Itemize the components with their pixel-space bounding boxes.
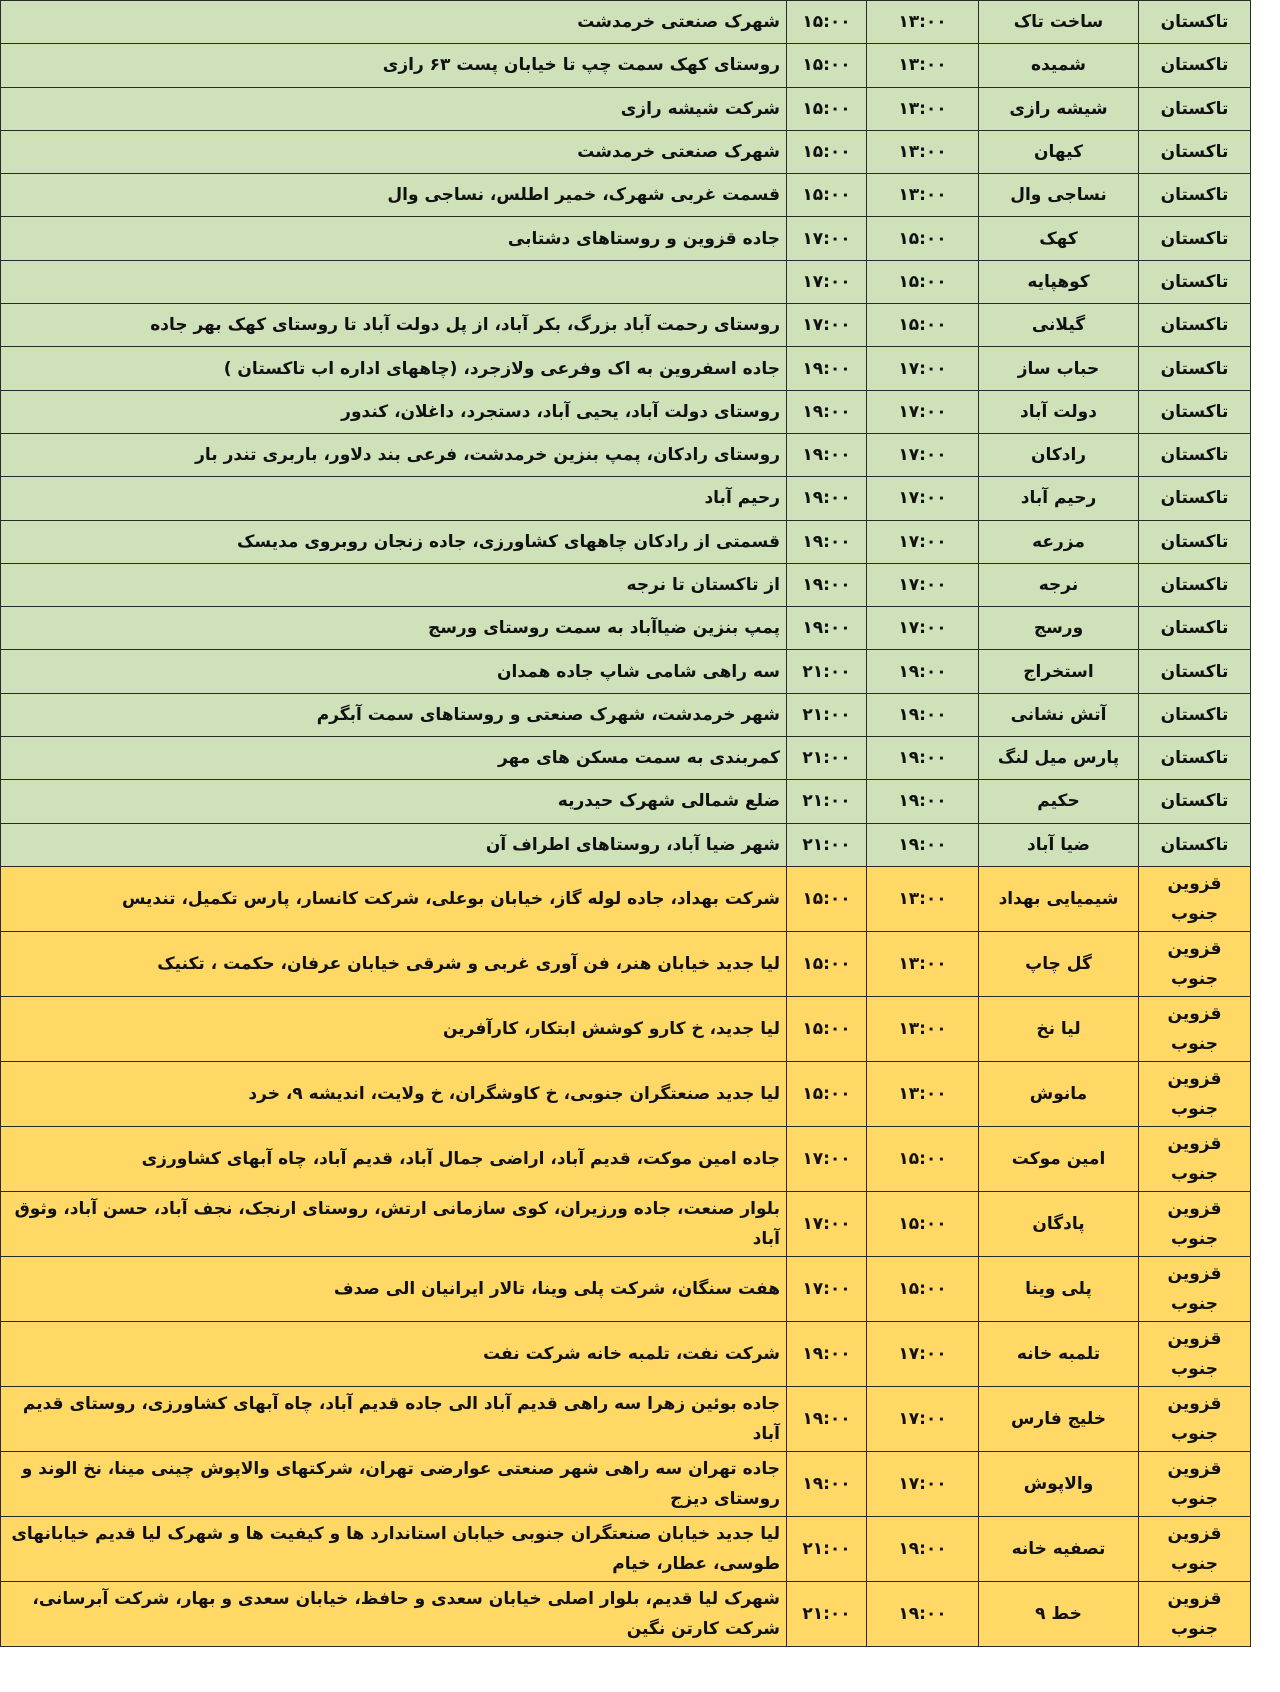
end-time-cell: ۱۵:۰۰: [787, 996, 867, 1061]
affected-area-cell: شرکت نفت، تلمبه خانه شرکت نفت: [1, 1321, 787, 1386]
feeder-name-cell: والاپوش: [979, 1451, 1139, 1516]
feeder-name-cell: امین موکت: [979, 1126, 1139, 1191]
table-row: [1, 87, 1251, 130]
region-cell: تاکستان: [1139, 44, 1251, 87]
start-time-cell: ۱۷:۰۰: [867, 390, 979, 433]
feeder-name-cell: حکیم: [979, 780, 1139, 823]
affected-area-cell: جاده امین موکت، قدیم آباد، اراضی جمال آباد، قدیم آباد، چاه آبهای کشاورزی: [1, 1126, 787, 1191]
table-row: [1, 1581, 1251, 1646]
start-time-cell: ۱۷:۰۰: [867, 477, 979, 520]
affected-area-cell: شرکت بهداد، جاده لوله گاز، خیابان بوعلی، شرکت کانسار، پارس تکمیل، تندیس: [1, 866, 787, 931]
region-cell: تاکستان: [1139, 607, 1251, 650]
region-cell: قزوین جنوب: [1139, 1516, 1251, 1581]
end-time-cell: ۱۹:۰۰: [787, 607, 867, 650]
region-cell: تاکستان: [1139, 1, 1251, 44]
region-cell: تاکستان: [1139, 304, 1251, 347]
end-time-cell: ۲۱:۰۰: [787, 737, 867, 780]
end-time-cell: ۲۱:۰۰: [787, 1581, 867, 1646]
end-time-cell: ۱۹:۰۰: [787, 563, 867, 606]
affected-area-cell: بلوار صنعت، جاده ورزیران، کوی سازمانی ارتش، روستای ارنجک، نجف آباد، حسن آباد، وثوق آباد: [1, 1191, 787, 1256]
region-cell: تاکستان: [1139, 260, 1251, 303]
end-time-cell: ۱۷:۰۰: [787, 260, 867, 303]
feeder-name-cell: کیهان: [979, 130, 1139, 173]
end-time-cell: ۱۷:۰۰: [787, 217, 867, 260]
affected-area-cell: قسمت غربی شهرک، خمیر اطلس، نساجی وال: [1, 174, 787, 217]
affected-area-cell: رحیم آباد: [1, 477, 787, 520]
start-time-cell: ۱۳:۰۰: [867, 931, 979, 996]
table-row: [1, 866, 1251, 931]
end-time-cell: ۱۷:۰۰: [787, 1126, 867, 1191]
feeder-name-cell: شیمیایی بهداد: [979, 866, 1139, 931]
feeder-name-cell: استخراج: [979, 650, 1139, 693]
feeder-name-cell: پادگان: [979, 1191, 1139, 1256]
end-time-cell: ۱۵:۰۰: [787, 866, 867, 931]
outage-schedule-body: [1, 1, 1251, 1647]
affected-area-cell: سه راهی شامی شاپ جاده همدان: [1, 650, 787, 693]
feeder-name-cell: پارس میل لنگ: [979, 737, 1139, 780]
start-time-cell: ۱۹:۰۰: [867, 650, 979, 693]
end-time-cell: ۱۵:۰۰: [787, 130, 867, 173]
start-time-cell: ۱۹:۰۰: [867, 780, 979, 823]
table-row: [1, 1191, 1251, 1256]
start-time-cell: ۱۷:۰۰: [867, 607, 979, 650]
feeder-name-cell: مانوش: [979, 1061, 1139, 1126]
affected-area-cell: پمپ بنزین ضیاآباد به سمت روستای ورسج: [1, 607, 787, 650]
affected-area-cell: جاده قزوین و روستاهای دشتابی: [1, 217, 787, 260]
table-row: [1, 130, 1251, 173]
end-time-cell: ۱۹:۰۰: [787, 390, 867, 433]
end-time-cell: ۱۷:۰۰: [787, 1256, 867, 1321]
affected-area-cell: شهر خرمدشت، شهرک صنعتی و روستاهای سمت آبگرم: [1, 693, 787, 736]
start-time-cell: ۱۳:۰۰: [867, 87, 979, 130]
end-time-cell: ۱۹:۰۰: [787, 433, 867, 476]
start-time-cell: ۱۹:۰۰: [867, 693, 979, 736]
table-row: [1, 780, 1251, 823]
affected-area-cell: قسمتی از رادکان چاههای کشاورزی، جاده زنجان روبروی مدیسک: [1, 520, 787, 563]
feeder-name-cell: ساخت تاک: [979, 1, 1139, 44]
table-row: [1, 390, 1251, 433]
affected-area-cell: روستای کهک سمت چپ تا خیابان پست ۶۳ رازی: [1, 44, 787, 87]
start-time-cell: ۱۷:۰۰: [867, 520, 979, 563]
end-time-cell: ۱۹:۰۰: [787, 1321, 867, 1386]
start-time-cell: ۱۵:۰۰: [867, 260, 979, 303]
feeder-name-cell: رحیم آباد: [979, 477, 1139, 520]
affected-area-cell: [1, 260, 787, 303]
table-row: [1, 607, 1251, 650]
end-time-cell: ۲۱:۰۰: [787, 780, 867, 823]
end-time-cell: ۱۵:۰۰: [787, 174, 867, 217]
region-cell: تاکستان: [1139, 823, 1251, 866]
end-time-cell: ۱۹:۰۰: [787, 1451, 867, 1516]
feeder-name-cell: نساجی وال: [979, 174, 1139, 217]
feeder-name-cell: شیشه رازی: [979, 87, 1139, 130]
end-time-cell: ۲۱:۰۰: [787, 1516, 867, 1581]
feeder-name-cell: خلیج فارس: [979, 1386, 1139, 1451]
region-cell: تاکستان: [1139, 433, 1251, 476]
feeder-name-cell: حباب ساز: [979, 347, 1139, 390]
region-cell: تاکستان: [1139, 693, 1251, 736]
region-cell: قزوین جنوب: [1139, 1061, 1251, 1126]
start-time-cell: ۱۷:۰۰: [867, 347, 979, 390]
affected-area-cell: روستای دولت آباد، یحیی آباد، دستجرد، داغلان، کندور: [1, 390, 787, 433]
start-time-cell: ۱۷:۰۰: [867, 433, 979, 476]
feeder-name-cell: کوهپایه: [979, 260, 1139, 303]
table-row: [1, 1516, 1251, 1581]
table-row: [1, 996, 1251, 1061]
region-cell: قزوین جنوب: [1139, 1321, 1251, 1386]
affected-area-cell: روستای رحمت آباد بزرگ، بکر آباد، از پل دولت آباد تا روستای کهک بهر جاده: [1, 304, 787, 347]
region-cell: تاکستان: [1139, 390, 1251, 433]
region-cell: قزوین جنوب: [1139, 1386, 1251, 1451]
region-cell: قزوین جنوب: [1139, 1581, 1251, 1646]
table-row: [1, 347, 1251, 390]
table-row: [1, 174, 1251, 217]
region-cell: تاکستان: [1139, 347, 1251, 390]
table-row: [1, 1321, 1251, 1386]
end-time-cell: ۲۱:۰۰: [787, 650, 867, 693]
start-time-cell: ۱۳:۰۰: [867, 174, 979, 217]
table-row: [1, 217, 1251, 260]
region-cell: تاکستان: [1139, 87, 1251, 130]
feeder-name-cell: پلی وینا: [979, 1256, 1139, 1321]
affected-area-cell: لیا جدید صنعتگران جنوبی، خ کاوشگران، خ ولایت، اندیشه ۹، خرد: [1, 1061, 787, 1126]
affected-area-cell: از تاکستان تا نرجه: [1, 563, 787, 606]
start-time-cell: ۱۵:۰۰: [867, 1126, 979, 1191]
table-row: [1, 477, 1251, 520]
table-row: [1, 823, 1251, 866]
region-cell: تاکستان: [1139, 650, 1251, 693]
affected-area-cell: جاده تهران سه راهی شهر صنعتی عوارضی تهران، شرکتهای والاپوش چینی مینا، نخ الوند و روستای دیزج: [1, 1451, 787, 1516]
region-cell: تاکستان: [1139, 520, 1251, 563]
table-row: [1, 1386, 1251, 1451]
start-time-cell: ۱۷:۰۰: [867, 1386, 979, 1451]
affected-area-cell: جاده بوئین زهرا سه راهی قدیم آباد الی جاده قدیم آباد، چاه آبهای کشاورزی، روستای قدیم آباد: [1, 1386, 787, 1451]
start-time-cell: ۱۹:۰۰: [867, 823, 979, 866]
region-cell: تاکستان: [1139, 563, 1251, 606]
feeder-name-cell: رادکان: [979, 433, 1139, 476]
start-time-cell: ۱۳:۰۰: [867, 1, 979, 44]
feeder-name-cell: آتش نشانی: [979, 693, 1139, 736]
table-row: [1, 650, 1251, 693]
table-row: [1, 1256, 1251, 1321]
start-time-cell: ۱۳:۰۰: [867, 1061, 979, 1126]
affected-area-cell: جاده اسفروین به اک وفرعی ولازجرد، (چاههای اداره اب تاکستان ): [1, 347, 787, 390]
table-row: [1, 1, 1251, 44]
end-time-cell: ۱۵:۰۰: [787, 931, 867, 996]
affected-area-cell: شهرک لیا قدیم، بلوار اصلی خیابان سعدی و حافظ، خیابان سعدی و بهار، شرکت آبرسانی، شرکت کارتن نگین: [1, 1581, 787, 1646]
feeder-name-cell: گیلانی: [979, 304, 1139, 347]
region-cell: تاکستان: [1139, 780, 1251, 823]
end-time-cell: ۱۹:۰۰: [787, 477, 867, 520]
table-row: [1, 931, 1251, 996]
feeder-name-cell: تصفیه خانه: [979, 1516, 1139, 1581]
start-time-cell: ۱۷:۰۰: [867, 563, 979, 606]
region-cell: تاکستان: [1139, 477, 1251, 520]
table-row: [1, 1061, 1251, 1126]
table-row: [1, 737, 1251, 780]
region-cell: تاکستان: [1139, 737, 1251, 780]
table-row: [1, 304, 1251, 347]
feeder-name-cell: کهک: [979, 217, 1139, 260]
table-row: [1, 563, 1251, 606]
region-cell: قزوین جنوب: [1139, 931, 1251, 996]
feeder-name-cell: دولت آباد: [979, 390, 1139, 433]
start-time-cell: ۱۵:۰۰: [867, 217, 979, 260]
table-row: [1, 693, 1251, 736]
region-cell: تاکستان: [1139, 217, 1251, 260]
affected-area-cell: شرکت شیشه رازی: [1, 87, 787, 130]
start-time-cell: ۱۹:۰۰: [867, 1581, 979, 1646]
end-time-cell: ۱۵:۰۰: [787, 1, 867, 44]
feeder-name-cell: خط ۹: [979, 1581, 1139, 1646]
feeder-name-cell: گل چاپ: [979, 931, 1139, 996]
region-cell: تاکستان: [1139, 174, 1251, 217]
start-time-cell: ۱۳:۰۰: [867, 866, 979, 931]
region-cell: قزوین جنوب: [1139, 1451, 1251, 1516]
table-row: [1, 520, 1251, 563]
feeder-name-cell: نرجه: [979, 563, 1139, 606]
end-time-cell: ۱۷:۰۰: [787, 304, 867, 347]
end-time-cell: ۱۵:۰۰: [787, 44, 867, 87]
feeder-name-cell: مزرعه: [979, 520, 1139, 563]
start-time-cell: ۱۳:۰۰: [867, 44, 979, 87]
feeder-name-cell: شمیده: [979, 44, 1139, 87]
table-row: [1, 260, 1251, 303]
end-time-cell: ۱۵:۰۰: [787, 1061, 867, 1126]
affected-area-cell: لیا جدید خیابان هنر، فن آوری غربی و شرقی خیابان عرفان، حکمت ، تکنیک: [1, 931, 787, 996]
affected-area-cell: روستای رادکان، پمپ بنزین خرمدشت، فرعی بند دلاور، باربری تندر بار: [1, 433, 787, 476]
start-time-cell: ۱۳:۰۰: [867, 130, 979, 173]
feeder-name-cell: ورسج: [979, 607, 1139, 650]
affected-area-cell: هفت سنگان، شرکت پلی وینا، تالار ایرانیان الی صدف: [1, 1256, 787, 1321]
end-time-cell: ۱۹:۰۰: [787, 1386, 867, 1451]
table-row: [1, 44, 1251, 87]
start-time-cell: ۱۷:۰۰: [867, 1321, 979, 1386]
affected-area-cell: ضلع شمالی شهرک حیدریه: [1, 780, 787, 823]
start-time-cell: ۱۵:۰۰: [867, 304, 979, 347]
start-time-cell: ۱۵:۰۰: [867, 1191, 979, 1256]
region-cell: قزوین جنوب: [1139, 996, 1251, 1061]
table-row: [1, 433, 1251, 476]
region-cell: قزوین جنوب: [1139, 1126, 1251, 1191]
start-time-cell: ۱۹:۰۰: [867, 1516, 979, 1581]
affected-area-cell: لیا جدید، خ کارو کوشش ابتکار، کارآفرین: [1, 996, 787, 1061]
end-time-cell: ۲۱:۰۰: [787, 823, 867, 866]
affected-area-cell: شهر ضیا آباد، روستاهای اطراف آن: [1, 823, 787, 866]
feeder-name-cell: تلمبه خانه: [979, 1321, 1139, 1386]
affected-area-cell: شهرک صنعتی خرمدشت: [1, 130, 787, 173]
start-time-cell: ۱۷:۰۰: [867, 1451, 979, 1516]
start-time-cell: ۱۳:۰۰: [867, 996, 979, 1061]
region-cell: قزوین جنوب: [1139, 1191, 1251, 1256]
table-row: [1, 1126, 1251, 1191]
table-row: [1, 1451, 1251, 1516]
affected-area-cell: کمربندی به سمت مسکن های مهر: [1, 737, 787, 780]
feeder-name-cell: لیا نخ: [979, 996, 1139, 1061]
feeder-name-cell: ضیا آباد: [979, 823, 1139, 866]
start-time-cell: ۱۹:۰۰: [867, 737, 979, 780]
affected-area-cell: لیا جدید خیابان صنعتگران جنوبی خیابان استاندارد ها و کیفیت ها و شهرک لیا قدیم خیابانهای طوسی، عطار، خیام: [1, 1516, 787, 1581]
start-time-cell: ۱۵:۰۰: [867, 1256, 979, 1321]
end-time-cell: ۱۹:۰۰: [787, 347, 867, 390]
end-time-cell: ۱۹:۰۰: [787, 520, 867, 563]
region-cell: قزوین جنوب: [1139, 866, 1251, 931]
end-time-cell: ۱۷:۰۰: [787, 1191, 867, 1256]
end-time-cell: ۲۱:۰۰: [787, 693, 867, 736]
region-cell: تاکستان: [1139, 130, 1251, 173]
end-time-cell: ۱۵:۰۰: [787, 87, 867, 130]
region-cell: قزوین جنوب: [1139, 1256, 1251, 1321]
affected-area-cell: شهرک صنعتی خرمدشت: [1, 1, 787, 44]
